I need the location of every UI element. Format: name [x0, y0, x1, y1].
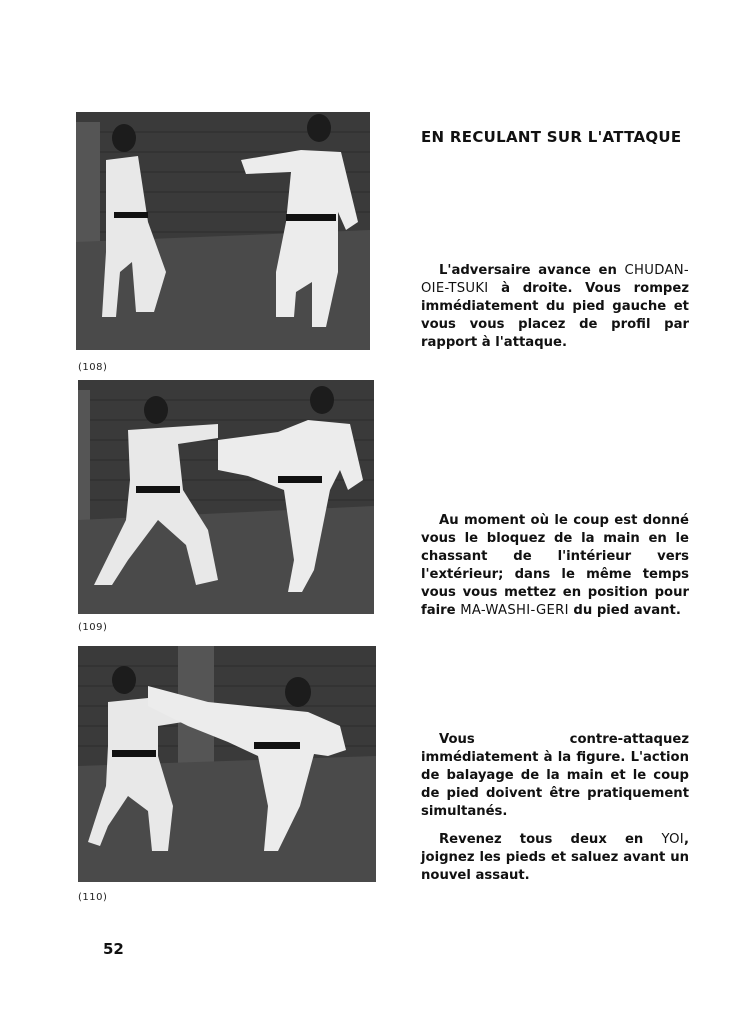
technique-term-mawashi-geri: MA-WASHI-GERI: [460, 603, 569, 618]
karate-photo-110-image: [78, 646, 376, 882]
photo-110: [78, 646, 376, 882]
paragraph-3-text: Vous contre-attaquez immédiatement à la figure. L'action de balayage de la main et le coup de pied doivent être pratiquement simultanés.: [421, 732, 689, 819]
paragraph-1-part-a: L'adversaire avance en: [439, 263, 625, 278]
paragraph-4-text: [421, 831, 689, 885]
photo-caption-110: (110): [78, 892, 108, 903]
paragraph-4-part-a: Revenez tous deux en: [439, 832, 662, 847]
paragraph-4-part-b: , joignez les pieds et saluez avant un nouvel assaut.: [421, 832, 689, 883]
paragraph-1-text: [421, 262, 689, 352]
paragraph-2-part-a: Au moment où le coup est donné vous le bloquez de la main en le chassant de l'intérieur vers l'extérieur; dans le même temps vous vous mettez en position pour faire: [421, 513, 689, 618]
paragraph-1-part-b: à droite. Vous rompez immédiatement du pied gauche et vous vous placez de profil par rapport à l'attaque.: [421, 281, 689, 350]
paragraph-group-3: [421, 731, 689, 895]
photo-108: [76, 112, 370, 350]
photo-caption-108: (108): [78, 362, 108, 373]
technique-term-chudan-oie-tsuki: CHUDAN-OIE-TSUKI: [421, 263, 689, 296]
photo-109: [78, 380, 374, 614]
technique-term-yoi: YOI: [661, 832, 684, 847]
paragraph-2-part-b: du pied avant.: [568, 603, 681, 618]
photo-caption-109: (109): [78, 622, 108, 633]
paragraph-2: [421, 512, 689, 630]
page-number: 52: [103, 940, 124, 958]
paragraph-2-text: [421, 512, 689, 620]
karate-photo-108-image: [76, 112, 370, 350]
karate-photo-109-image: [78, 380, 374, 614]
section-heading: EN RECULANT SUR L'ATTAQUE: [421, 128, 682, 146]
paragraph-1: [421, 262, 689, 362]
